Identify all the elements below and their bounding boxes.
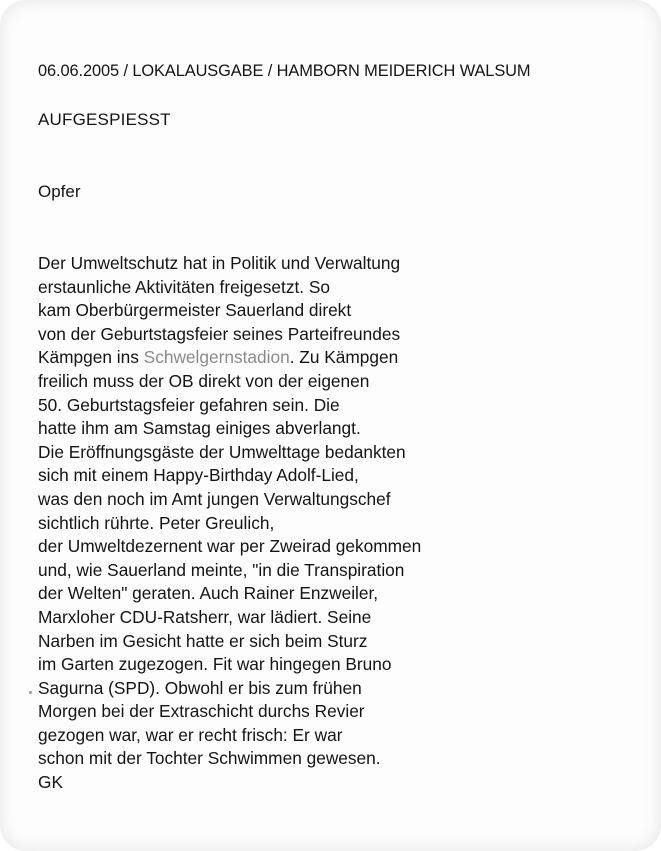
article-headline: Opfer [38, 182, 81, 201]
body-line: Der Umweltschutz hat in Politik und Verwaltung [38, 253, 401, 273]
body-line: der Welten" geraten. Auch Rainer Enzweiler, [38, 583, 379, 604]
body-line: schon mit der Tochter Schwimmen gewesen. [38, 748, 381, 769]
body-line: der Umweltdezernent war per Zweirad gekommen [38, 536, 422, 557]
body-line: sichtlich rührte. Peter Greulich, [38, 512, 275, 533]
body-text: Kämpgen ins [38, 347, 144, 368]
article-body [38, 252, 638, 795]
body-line: was den noch im Amt jungen Verwaltungschef [38, 488, 391, 509]
body-line: hatte ihm am Samstag einiges abverlangt. [38, 418, 361, 439]
body-line: Sagurna (SPD). Obwohl er bis zum frühen [38, 677, 362, 698]
body-line: erstaunliche Aktivitäten freigesetzt. So [38, 276, 331, 297]
body-line: im Garten zugezogen. Fit war hingegen Bruno [38, 654, 392, 675]
scan-speck [29, 691, 32, 694]
body-line: freilich muss der OB direkt von der eigenen [38, 370, 370, 391]
body-line: GK [38, 772, 63, 793]
body-line: 50. Geburtstagsfeier gefahren sein. Die [38, 394, 340, 415]
body-line: von der Geburtstagsfeier seines Parteifreundes [38, 323, 401, 344]
body-line: gezogen war, war er recht frisch: Er war [38, 724, 343, 745]
body-line: Die Eröffnungsgäste der Umwelttage bedankten [38, 441, 406, 462]
highlighted-word: Schwelgernstadion [143, 347, 290, 368]
body-line: sich mit einem Happy-Birthday Adolf-Lied, [38, 465, 359, 486]
body-line [38, 346, 638, 370]
body-line: Marxloher CDU-Ratsherr, war lädiert. Seine [38, 606, 372, 627]
body-text: . Zu Kämpgen [289, 347, 399, 368]
body-line: kam Oberbürgermeister Sauerland direkt [38, 300, 352, 321]
dateline: 06.06.2005 / LOKALAUSGABE / HAMBORN MEIDERICH WALSUM [38, 62, 531, 80]
body-line: und, wie Sauerland meinte, "in die Transpiration [38, 559, 405, 580]
body-line: Morgen bei der Extraschicht durchs Revier [38, 701, 365, 722]
body-line: Narben im Gesicht hatte er sich beim Sturz [38, 630, 368, 651]
section-title: AUFGESPIESST [38, 110, 171, 129]
